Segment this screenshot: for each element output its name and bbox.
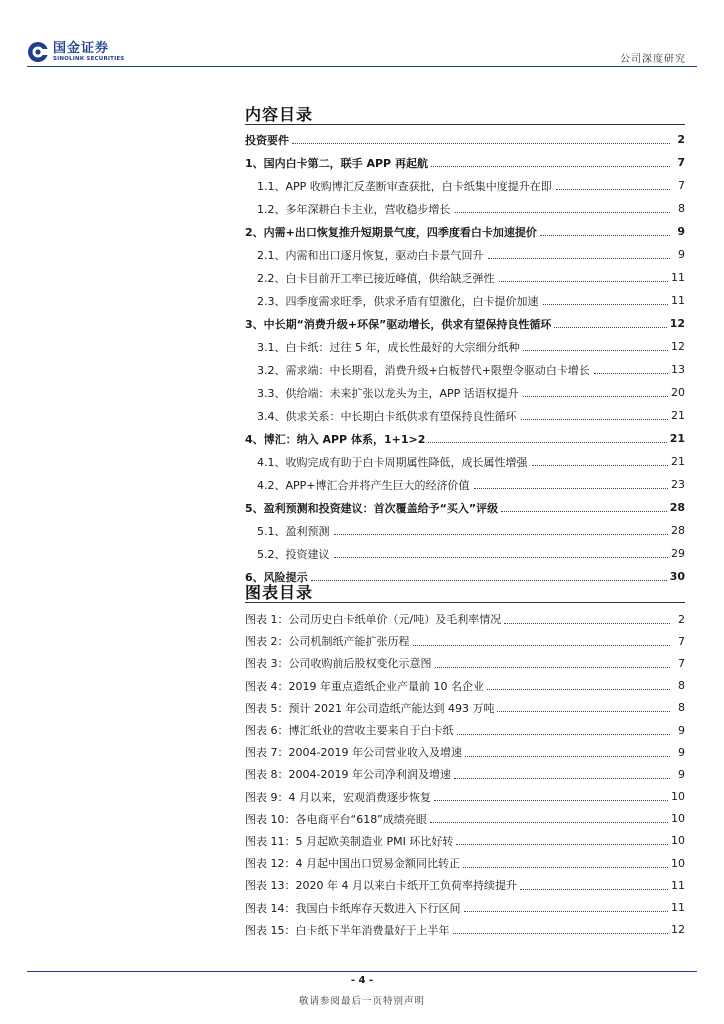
dot-leader: [311, 580, 667, 581]
figure-entry[interactable]: [245, 874, 685, 896]
figure-entry-page: 9: [678, 767, 685, 781]
toc-entry-page: 8: [678, 202, 685, 215]
figure-entry-page: 2: [678, 612, 685, 626]
figure-entry[interactable]: [245, 830, 685, 852]
toc-entry-text: 3.4、供求关系：中长期白卡纸供求有望保持良性循环: [257, 409, 517, 423]
toc-entry-page: 12: [669, 317, 685, 330]
dot-leader: [474, 488, 668, 489]
toc-entry[interactable]: [245, 174, 685, 197]
toc-title: 内容目录: [245, 105, 314, 124]
toc-entry-text: 2.1、内需和出口逐月恢复，驱动白卡景气回升: [257, 248, 484, 262]
figure-entry-page: 10: [671, 834, 685, 848]
figures-title: 图表目录: [245, 583, 314, 602]
figure-entry-text: 图表 1：公司历史白卡纸单价（元/吨）及毛利率情况: [245, 613, 502, 627]
figure-entry[interactable]: [245, 741, 685, 763]
toc-entry[interactable]: [245, 243, 685, 266]
toc-entry-page: 7: [677, 156, 685, 169]
figure-entry-page: 10: [671, 790, 685, 804]
dot-leader: [556, 189, 670, 190]
page-header: [0, 0, 724, 80]
dot-leader: [501, 511, 667, 512]
toc-entry[interactable]: [245, 128, 685, 151]
toc-entry-text: 6、风险提示: [245, 570, 308, 584]
figure-entry-text: 图表 10：各电商平台“618”成绩亮眼: [245, 812, 427, 826]
figure-entry-page: 11: [671, 901, 685, 915]
toc-entry-text: 1、国内白卡第二，联手 APP 再起航: [245, 156, 428, 170]
figure-entry[interactable]: [245, 763, 685, 785]
table-of-contents: [245, 128, 685, 588]
toc-entry[interactable]: [245, 542, 685, 565]
toc-entry[interactable]: [245, 358, 685, 381]
figure-list: [245, 608, 685, 941]
figure-entry-text: 图表 3：公司收购前后股权变化示意图: [245, 657, 432, 671]
toc-entry[interactable]: [245, 197, 685, 220]
toc-entry-page: 7: [678, 179, 685, 192]
toc-entry-page: 11: [671, 294, 685, 307]
toc-entry[interactable]: [245, 404, 685, 427]
figure-entry[interactable]: [245, 786, 685, 808]
footer-divider: [27, 971, 697, 972]
dot-leader: [594, 373, 668, 374]
figure-entry-page: 8: [678, 679, 685, 693]
toc-entry-text: 3.3、供给端：未来扩张以龙头为主，APP 话语权提升: [257, 386, 519, 400]
dot-leader: [499, 281, 669, 282]
dot-leader: [543, 304, 669, 305]
dot-leader: [523, 396, 668, 397]
dot-leader: [532, 465, 669, 466]
figure-entry[interactable]: [245, 630, 685, 652]
figure-entry-text: 图表 4：2019 年重点造纸企业产量前 10 名企业: [245, 679, 484, 693]
page-number: - 4 -: [350, 975, 374, 986]
figure-entry-page: 11: [671, 878, 685, 892]
toc-entry-text: 3、中长期“消费升级+环保”驱动增长，供求有望保持良性循环: [245, 317, 552, 331]
dot-leader: [334, 534, 669, 535]
brand-name-cn: 国金证券: [53, 40, 110, 56]
toc-entry-page: 9: [678, 248, 685, 261]
toc-entry[interactable]: [245, 266, 685, 289]
figure-entry-text: 图表 14：我国白卡纸库存天数进入下行区间: [245, 901, 461, 915]
dot-leader: [428, 442, 666, 443]
dot-leader: [521, 419, 669, 420]
figure-entry-text: 图表 9：4 月以来，宏观消费逐步恢复: [245, 790, 431, 804]
figure-entry-page: 10: [671, 856, 685, 870]
toc-entry-page: 21: [671, 455, 685, 468]
toc-entry-page: 21: [671, 409, 685, 422]
toc-entry-page: 29: [671, 547, 685, 560]
dot-leader: [523, 350, 668, 351]
toc-entry[interactable]: [245, 335, 685, 358]
company-logo: [27, 41, 124, 63]
toc-entry-text: 5.1、盈利预测: [257, 524, 330, 538]
toc-entry-page: 23: [671, 478, 685, 491]
figure-entry-text: 图表 5：预计 2021 年公司造纸产能达到 493 万吨: [245, 701, 495, 715]
toc-entry[interactable]: [245, 496, 685, 519]
toc-entry-text: 1.1、APP 收购博汇反垄断审查获批，白卡纸集中度提升在即: [257, 179, 552, 193]
dot-leader: [520, 889, 668, 890]
dot-leader: [456, 844, 668, 845]
toc-entry-page: 28: [669, 501, 685, 514]
figure-entry-text: 图表 15：白卡纸下半年消费量好于上半年: [245, 923, 450, 937]
toc-entry-text: 4.2、APP+博汇合并将产生巨大的经济价值: [257, 478, 470, 492]
figure-entry[interactable]: [245, 652, 685, 674]
toc-entry[interactable]: [245, 427, 685, 450]
toc-entry-text: 2.2、白卡目前开工率已接近峰值，供给缺乏弹性: [257, 271, 495, 285]
figures-title-divider: [245, 602, 685, 603]
toc-entry[interactable]: [245, 151, 685, 174]
toc-entry-text: 投资要件: [245, 133, 289, 147]
dot-leader: [497, 711, 670, 712]
figure-entry-text: 图表 12：4 月起中国出口贸易金额同比转正: [245, 857, 460, 871]
toc-entry-page: 2: [677, 133, 685, 146]
figure-entry-page: 7: [678, 656, 685, 670]
figure-entry[interactable]: [245, 896, 685, 918]
figure-entry-page: 9: [678, 745, 685, 759]
dot-leader: [413, 645, 671, 646]
figure-entry-page: 7: [678, 634, 685, 648]
toc-entry[interactable]: [245, 312, 685, 335]
toc-entry-page: 21: [669, 432, 685, 445]
toc-entry-text: 5、盈利预测和投资建议：首次覆盖给予“买入”评级: [245, 501, 499, 515]
dot-leader: [453, 933, 669, 934]
figure-entry-text: 图表 8：2004-2019 年公司净利润及增速: [245, 768, 451, 782]
figure-entry[interactable]: [245, 675, 685, 697]
figure-entry-page: 10: [671, 812, 685, 826]
figure-entry-text: 图表 2：公司机制纸产能扩张历程: [245, 635, 410, 649]
disclaimer: 敬请参阅最后一页特别声明: [298, 996, 425, 1007]
figure-entry[interactable]: [245, 852, 685, 874]
toc-entry-text: 4、博汇：纳入 APP 体系，1+1>2: [245, 432, 426, 446]
figure-entry-text: 图表 13：2020 年 4 月以来白卡纸开工负荷率持续提升: [245, 879, 517, 893]
dot-leader: [504, 623, 670, 624]
dot-leader: [487, 689, 670, 690]
report-type: 公司深度研究: [620, 54, 686, 65]
toc-entry-text: 5.2、投资建议: [257, 547, 330, 561]
toc-entry-page: 30: [669, 570, 685, 583]
brand-name-en: SINOLINK SECURITIES: [53, 55, 125, 62]
toc-entry-text: 2、内需+出口恢复推升短期景气度，四季度看白卡加速提价: [245, 225, 537, 239]
toc-entry-text: 3.1、白卡纸：过往 5 年，成长性最好的大宗细分纸种: [257, 340, 520, 354]
toc-entry[interactable]: [245, 473, 685, 496]
dot-leader: [431, 166, 670, 167]
toc-entry-page: 11: [671, 271, 685, 284]
dot-leader: [457, 734, 671, 735]
figure-entry[interactable]: [245, 808, 685, 830]
toc-entry[interactable]: [245, 220, 685, 243]
toc-entry-page: 12: [671, 340, 685, 353]
dot-leader: [463, 867, 668, 868]
dot-leader: [292, 143, 670, 144]
figure-entry[interactable]: [245, 608, 685, 630]
toc-entry-text: 3.2、需求端：中长期看，消费升级+白板替代+限塑令驱动白卡增长: [257, 363, 590, 377]
figure-entry-text: 图表 11：5 月起欧美制造业 PMI 环比好转: [245, 834, 454, 848]
dot-leader: [430, 822, 668, 823]
toc-entry-text: 1.2、多年深耕白卡主业，营收稳步增长: [257, 202, 451, 216]
header-divider: [27, 66, 697, 67]
figure-entry-text: 图表 7：2004-2019 年公司营业收入及增速: [245, 746, 462, 760]
dot-leader: [454, 778, 670, 779]
sinolink-logo-icon: [27, 41, 49, 63]
toc-entry-page: 28: [671, 524, 685, 537]
dot-leader: [455, 212, 671, 213]
toc-entry-text: 4.1、收购完成有助于白卡周期属性降低，成长属性增强: [257, 455, 528, 469]
dot-leader: [540, 235, 670, 236]
dot-leader: [334, 557, 669, 558]
toc-entry-page: 20: [671, 386, 685, 399]
dot-leader: [464, 911, 669, 912]
figure-entry-page: 8: [678, 701, 685, 715]
dot-leader: [435, 667, 671, 668]
toc-entry-page: 13: [671, 363, 685, 376]
toc-entry[interactable]: [245, 519, 685, 542]
figure-entry[interactable]: [245, 719, 685, 741]
figure-entry-text: 图表 6：博汇纸业的营收主要来自于白卡纸: [245, 724, 454, 738]
dot-leader: [434, 800, 668, 801]
toc-title-divider: [245, 124, 685, 125]
dot-leader: [488, 258, 671, 259]
dot-leader: [465, 756, 670, 757]
dot-leader: [554, 327, 666, 328]
toc-entry-text: 2.3、四季度需求旺季，供求矛盾有望激化，白卡提价加速: [257, 294, 539, 308]
figure-entry-page: 9: [678, 723, 685, 737]
figure-entry[interactable]: [245, 919, 685, 941]
toc-entry-page: 9: [677, 225, 685, 238]
toc-entry[interactable]: [245, 289, 685, 312]
figure-entry[interactable]: [245, 697, 685, 719]
toc-entry[interactable]: [245, 381, 685, 404]
figure-entry-page: 12: [671, 923, 685, 937]
toc-entry[interactable]: [245, 450, 685, 473]
